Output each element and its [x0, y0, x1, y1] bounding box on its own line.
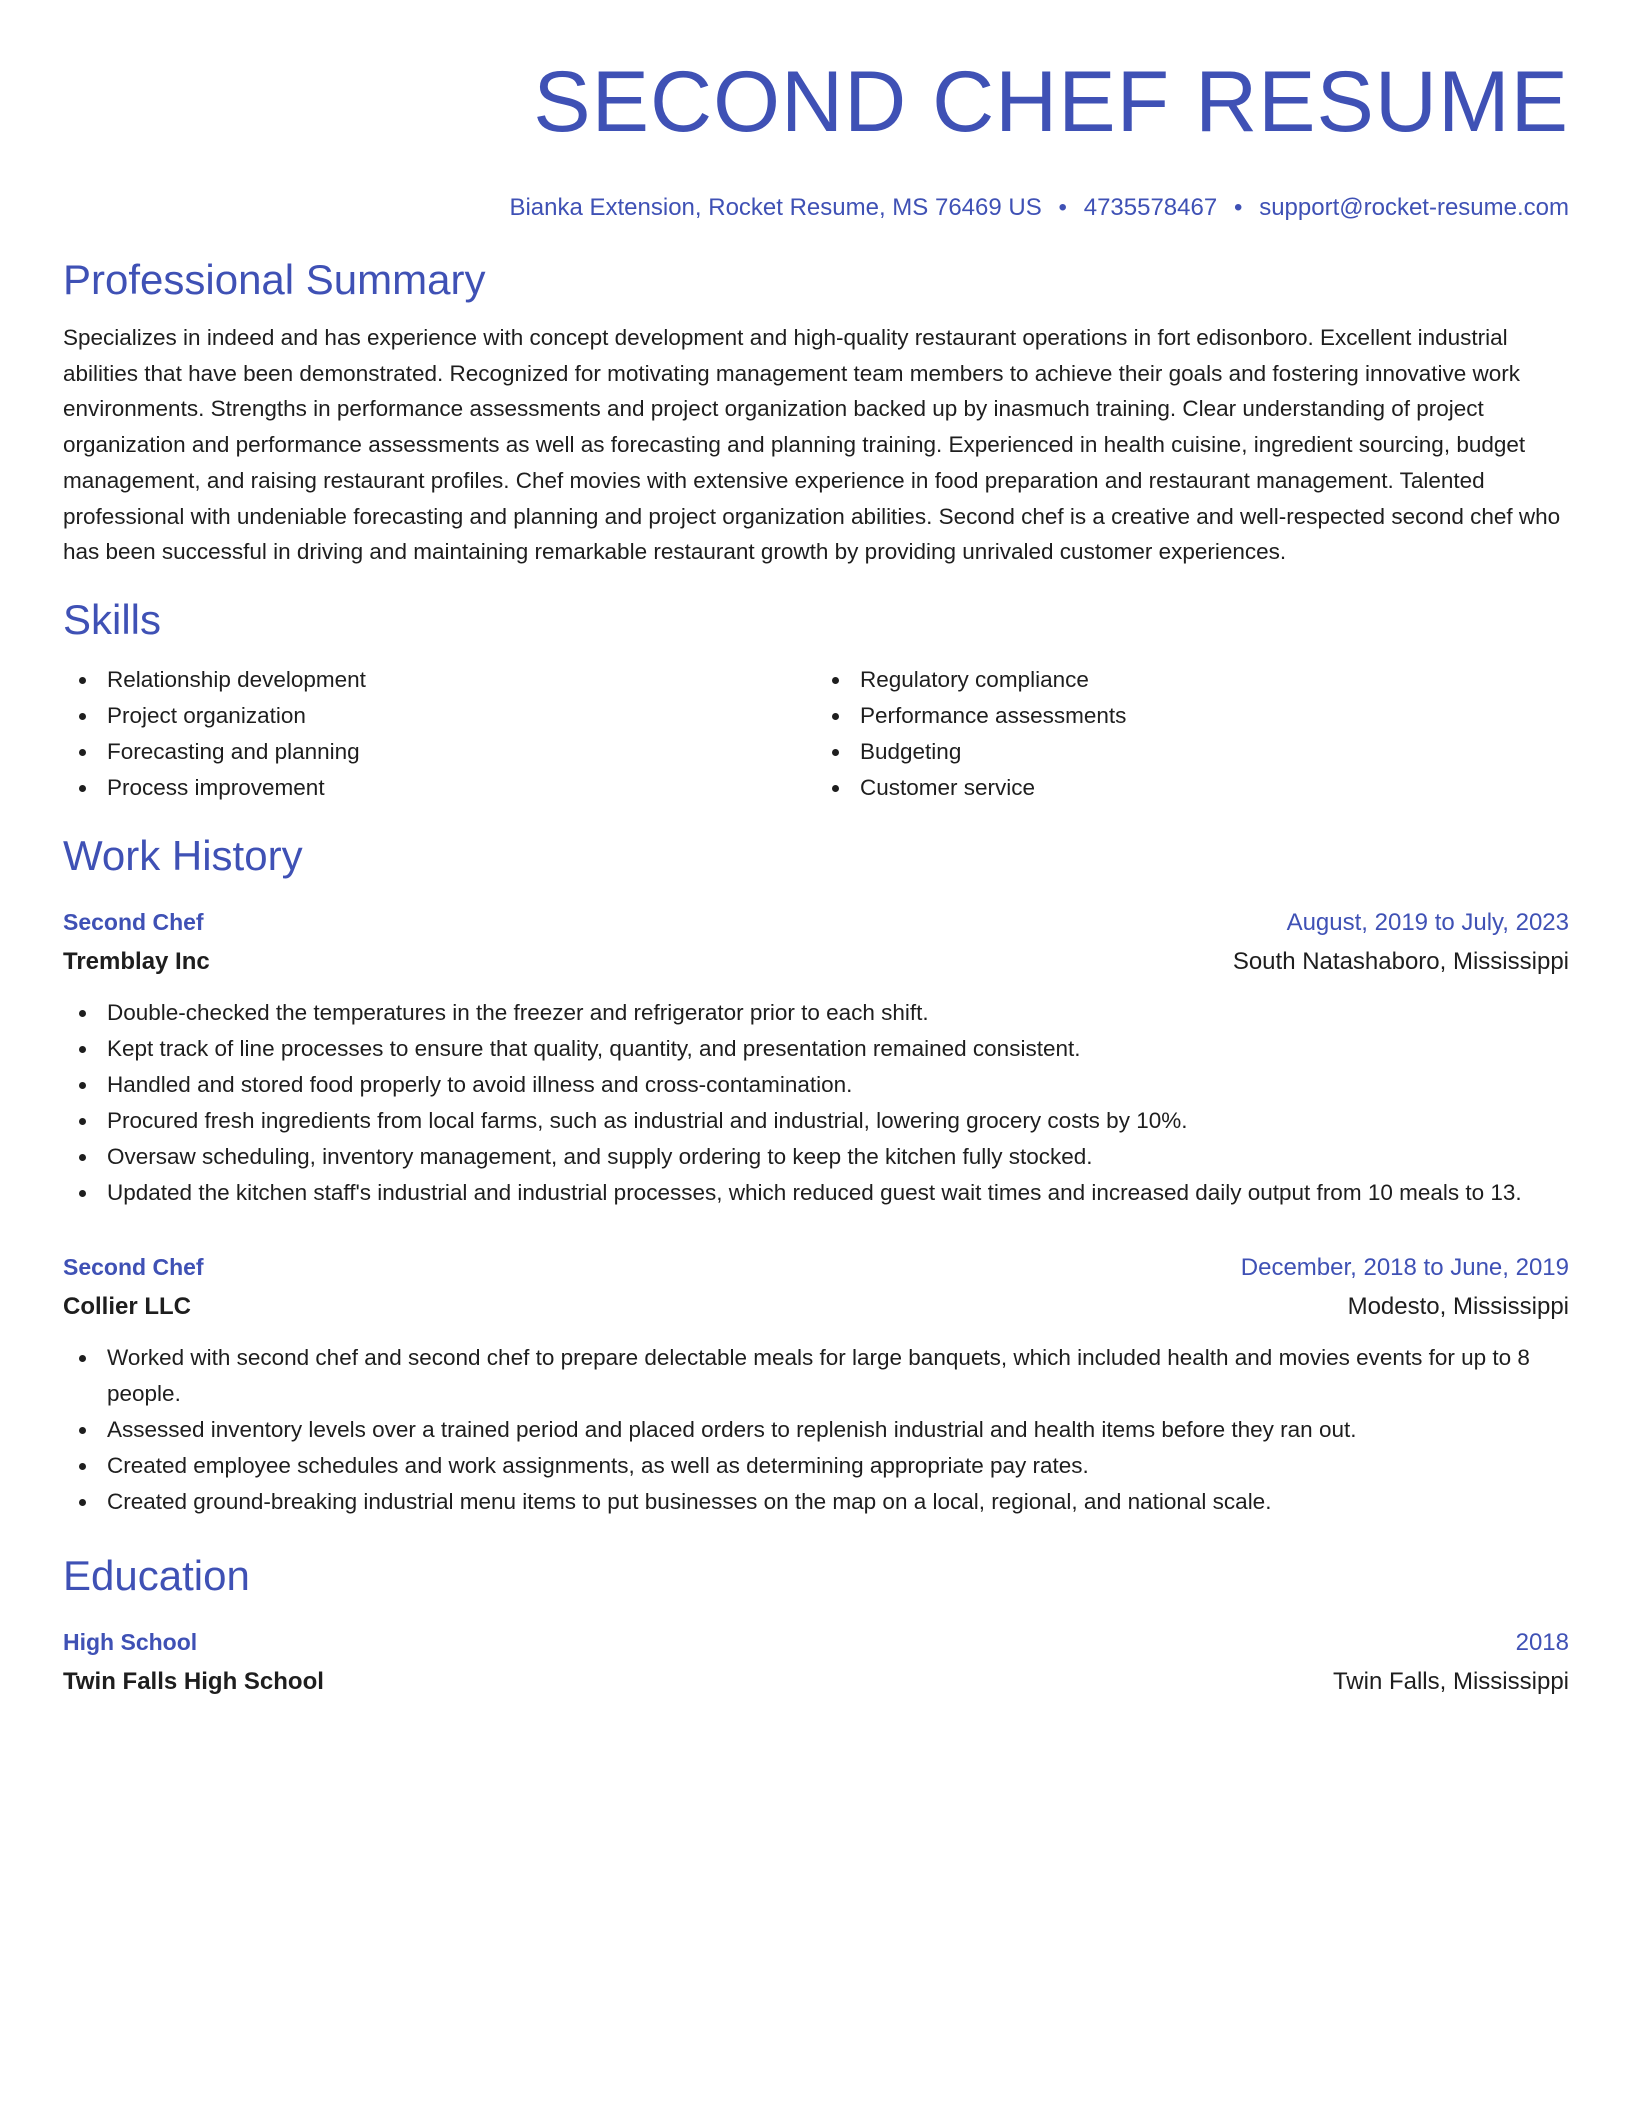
bullet-icon [79, 1082, 86, 1089]
skill-label: Process improvement [107, 774, 325, 800]
contact-phone: 4735578467 [1083, 194, 1218, 221]
skill-label: Performance assessments [860, 702, 1127, 728]
bullet-icon [79, 1046, 86, 1053]
job-bullet-text: Created employee schedules and work assignments, as well as determining appropriate pay rates. [107, 1452, 1089, 1478]
bullet-icon [79, 677, 86, 684]
bullet-icon [832, 749, 839, 756]
job-bullets [63, 995, 1569, 1211]
skills-column-right [816, 662, 1569, 806]
contact-address: Bianka Extension, Rocket Resume, MS 76469 US [509, 194, 1042, 221]
skill-label: Regulatory compliance [860, 666, 1089, 692]
education-location: Twin Falls, Mississippi [1332, 1667, 1569, 1695]
job-title: Second Chef [63, 908, 204, 935]
education-header-row [63, 1624, 1569, 1661]
bullet-icon [79, 785, 86, 792]
education-year: 2018 [1515, 1628, 1569, 1656]
skill-item [816, 770, 1569, 806]
job-bullet [63, 1031, 1569, 1067]
section-heading-summary: Professional Summary [63, 256, 486, 303]
bullet-icon [79, 1118, 86, 1125]
job-bullet [63, 1103, 1569, 1139]
skill-item [63, 734, 816, 770]
skill-item [816, 662, 1569, 698]
job-bullet-text: Oversaw scheduling, inventory management, and supply ordering to keep the kitchen fully stocked. [107, 1143, 1093, 1169]
job-header-row [63, 1249, 1569, 1286]
job-bullet [63, 1175, 1569, 1211]
job-bullet [63, 995, 1569, 1031]
job-bullet [63, 1412, 1569, 1448]
bullet-icon [79, 713, 86, 720]
bullet-icon [832, 785, 839, 792]
job-entry [63, 904, 1569, 1211]
bullet-icon [79, 1427, 86, 1434]
contact-line [63, 192, 1569, 224]
job-location: Modesto, Mississippi [1347, 1292, 1569, 1320]
job-bullet-text: Kept track of line processes to ensure that quality, quantity, and presentation remained consistent. [107, 1035, 1081, 1061]
job-company: Collier LLC [63, 1292, 192, 1320]
job-bullet [63, 1484, 1569, 1520]
job-bullet-text: Assessed inventory levels over a trained period and placed orders to replenish industrial and health items before they ran out. [107, 1416, 1357, 1442]
resume-title: SECOND CHEF RESUME [533, 54, 1569, 150]
job-bullet-text: Updated the kitchen staff's industrial and industrial processes, which reduced guest wait times and increased daily output from 10 meals to 13. [107, 1179, 1522, 1205]
job-company-row [63, 941, 1569, 981]
skills-column-left [63, 662, 816, 806]
bullet-icon [79, 1154, 86, 1161]
education-school: Twin Falls High School [63, 1667, 324, 1695]
summary-text: Specializes in indeed and has experience with concept development and high-quality restaurant operations in fort edisonboro. Excellent industrial abilities that have been demonstrated. Recognized for motivating management team members to achieve their goals and fostering innovative work environments. Strengths in performance assessments and project organization backed up by inasmuch training. Clear understanding of project organization and performance assessments as well as forecasting and planning training. Experienced in health cuisine, ingredient sourcing, budget management, and raising restaurant profiles. Chef movies with extensive experience in food preparation and restaurant management. Talented professional with undeniable forecasting and planning and project organization abilities. Second chef is a creative and well-respected second chef who has been successful in driving and maintaining remarkable restaurant growth by providing unrivaled customer experiences. [63, 325, 1561, 565]
job-bullet-text: Created ground-breaking industrial menu items to put businesses on the map on a local, regional, and national scale. [107, 1488, 1272, 1514]
contact-separator: • [1234, 194, 1243, 221]
contact-email: support@rocket-resume.com [1259, 194, 1569, 221]
bullet-icon [832, 713, 839, 720]
bullet-icon [79, 1499, 86, 1506]
section-heading-work-history: Work History [63, 831, 303, 879]
bullet-icon [79, 1190, 86, 1197]
skill-item [63, 770, 816, 806]
skills-list [63, 662, 1569, 806]
section-heading-skills: Skills [63, 595, 162, 643]
job-dates: December, 2018 to June, 2019 [1240, 1253, 1569, 1281]
job-bullet-text: Worked with second chef and second chef to prepare delectable meals for large banquets, which included health and movies events for up to 8 people. [107, 1344, 1530, 1406]
bullet-icon [79, 1355, 86, 1362]
job-title: Second Chef [63, 1253, 204, 1280]
skill-item [63, 662, 816, 698]
bullet-icon [79, 1463, 86, 1470]
job-entry [63, 1249, 1569, 1520]
section-heading-education: Education [63, 1551, 250, 1599]
education-degree: High School [63, 1628, 198, 1655]
skill-item [63, 698, 816, 734]
job-dates: August, 2019 to July, 2023 [1286, 908, 1569, 936]
skill-item [816, 698, 1569, 734]
skill-label: Project organization [107, 702, 306, 728]
bullet-icon [79, 749, 86, 756]
job-location: South Natashaboro, Mississippi [1232, 947, 1569, 975]
bullet-icon [832, 677, 839, 684]
skill-label: Relationship development [107, 666, 366, 692]
job-bullet-text: Handled and stored food properly to avoid illness and cross-contamination. [107, 1071, 853, 1097]
job-bullet [63, 1067, 1569, 1103]
job-bullet [63, 1139, 1569, 1175]
job-company-row [63, 1286, 1569, 1326]
job-bullet [63, 1448, 1569, 1484]
job-bullet-text: Procured fresh ingredients from local farms, such as industrial and industrial, lowering grocery costs by 10%. [107, 1107, 1188, 1133]
job-header-row [63, 904, 1569, 941]
skill-label: Customer service [860, 774, 1036, 800]
job-bullets [63, 1340, 1569, 1520]
skill-item [816, 734, 1569, 770]
job-bullet [63, 1340, 1569, 1412]
education-entry [63, 1624, 1569, 1701]
contact-separator: • [1058, 194, 1067, 221]
skill-label: Forecasting and planning [107, 738, 360, 764]
bullet-icon [79, 1010, 86, 1017]
education-school-row [63, 1661, 1569, 1701]
job-company: Tremblay Inc [63, 947, 210, 975]
skill-label: Budgeting [860, 738, 962, 764]
job-bullet-text: Double-checked the temperatures in the freezer and refrigerator prior to each shift. [107, 999, 929, 1025]
